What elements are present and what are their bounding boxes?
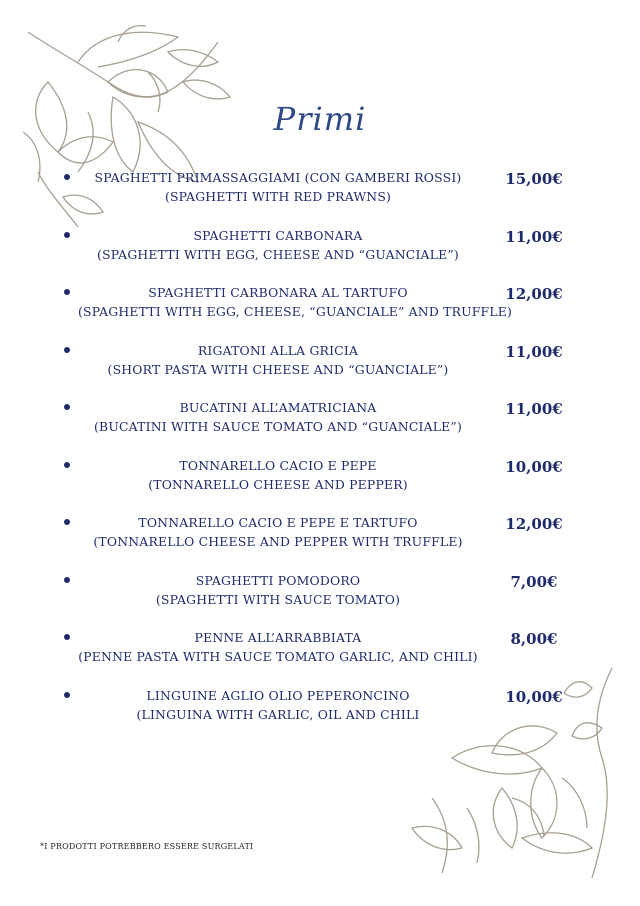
dish-translation: (TONNARELLO CHEESE AND PEPPER) [148,476,408,492]
dish-price: 10,00€ [505,457,563,476]
dish-price: 11,00€ [505,342,563,361]
dish-translation: (SPAGHETTI WITH EGG, CHEESE AND “GUANCIALE”) [97,246,459,262]
dish-description [78,456,478,494]
dish-name: LINGUINE AGLIO OLIO PEPERONCINO [146,687,410,703]
dish-description [78,686,478,724]
dish-price: 15,00€ [505,170,563,188]
dish-translation: (SPAGHETTI WITH EGG, CHEESE, “GUANCIALE” AND TRUFFLE) [78,304,513,319]
footnote: *I PRODOTTI POTREBBERO ESSERE SURGELATI [40,842,254,851]
page-title: Primi [273,100,367,138]
dish-description [78,226,478,264]
menu-page [18,18,622,888]
menu-item [64,341,584,399]
bullet-icon [64,634,70,640]
bullet-icon [64,347,70,353]
dish-name: RIGATONI ALLA GRICIA [197,342,359,358]
dish-name: SPAGHETTI PRIMASSAGGIAMI (CON GAMBERI ROSSI) [94,170,462,185]
dish-name: BUCATINI ALL’AMATRICIANA [179,400,377,415]
dish-name: SPAGHETTI POMODORO [195,572,361,588]
bullet-icon [64,577,70,583]
dish-description [78,398,478,436]
bullet-icon [64,232,70,238]
dish-name: TONNARELLO CACIO E PEPE E TARTUFO [138,515,418,530]
menu-item [64,628,584,686]
menu-item [64,456,584,514]
bullet-icon [64,519,70,525]
dish-translation: (SHORT PASTA WITH CHEESE AND “GUANCIALE”) [107,361,449,377]
dish-translation: (BUCATINI WITH SAUCE TOMATO AND “GUANCIALE”) [94,419,462,434]
menu-item [64,686,584,744]
dish-name: PENNE ALL’ARRABBIATA [194,630,362,645]
dish-price: 11,00€ [505,227,563,246]
menu-item [64,513,584,571]
dish-translation: (SPAGHETTI WITH SAUCE TOMATO) [155,591,401,607]
dish-name: TONNARELLO CACIO E PEPE [179,457,377,473]
bullet-icon [64,174,70,180]
dish-description [78,283,513,321]
dish-price: 8,00€ [510,630,558,648]
dish-name: SPAGHETTI CARBONARA [193,227,363,243]
menu-item [64,226,584,284]
dish-price: 7,00€ [510,572,558,591]
dish-price: 11,00€ [505,400,563,418]
dish-name: SPAGHETTI CARBONARA AL TARTUFO [148,285,408,300]
menu-item [64,398,584,456]
dish-description [78,341,478,379]
dish-translation: (PENNE PASTA WITH SAUCE TOMATO GARLIC, AND CHILI) [78,649,478,664]
bullet-icon [64,289,70,295]
menu-list [64,168,584,743]
dish-price: 10,00€ [505,687,563,706]
dish-description [78,571,478,609]
dish-translation: (TONNARELLO CHEESE AND PEPPER WITH TRUFFLE) [93,534,463,549]
dish-description [78,628,478,666]
dish-description [78,513,478,551]
menu-item [64,168,584,226]
dish-price: 12,00€ [505,285,563,303]
bullet-icon [64,462,70,468]
dish-price: 12,00€ [505,515,563,533]
dish-translation: (LINGUINA WITH GARLIC, OIL AND CHILI [136,706,420,722]
menu-item [64,571,584,629]
bullet-icon [64,692,70,698]
menu-item [64,283,584,341]
bullet-icon [64,404,70,410]
dish-translation: (SPAGHETTI WITH RED PRAWNS) [164,189,392,204]
dish-description [78,168,478,206]
